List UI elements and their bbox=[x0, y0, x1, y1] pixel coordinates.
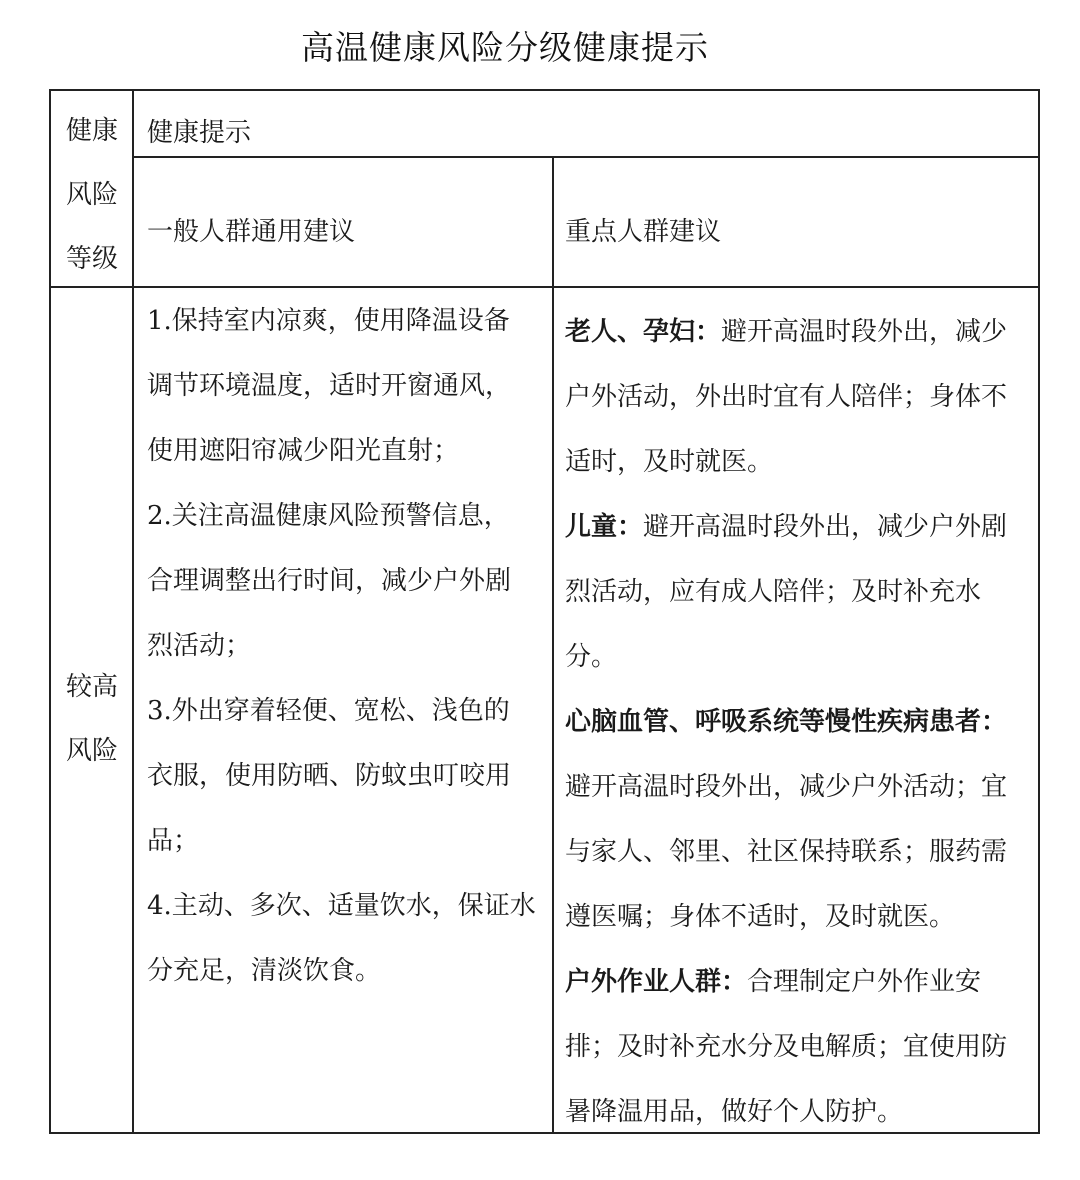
key-group-label-outdoor-workers: 户外作业人群： bbox=[565, 967, 748, 997]
health-tips-table bbox=[49, 89, 1040, 1134]
risk-level-header bbox=[51, 99, 133, 291]
table-divider-horizontal-subheader bbox=[134, 156, 1038, 158]
key-advice-line: 遵医嘱；身体不适时，及时就医。 bbox=[565, 902, 956, 932]
general-population-header: 一般人群通用建议 bbox=[147, 217, 356, 247]
general-advice-line: 使用遮阳帘减少阳光直射； bbox=[147, 436, 460, 466]
document-title: 高温健康风险分级健康提示 bbox=[301, 28, 709, 67]
risk-level-value-line: 风险 bbox=[65, 736, 118, 766]
key-advice-cell bbox=[565, 300, 1035, 1145]
table-divider-vertical-middle bbox=[552, 157, 554, 1132]
general-advice-cell bbox=[147, 289, 547, 1004]
risk-level-value-line: 较高 bbox=[65, 672, 118, 702]
key-advice-line: 排；及时补充水分及电解质；宜使用防 bbox=[565, 1032, 1008, 1062]
key-advice-line: 暑降温用品，做好个人防护。 bbox=[565, 1097, 904, 1127]
key-population-header: 重点人群建议 bbox=[565, 217, 722, 247]
risk-level-value bbox=[51, 655, 133, 783]
general-advice-line: 合理调整出行时间，减少户外剧 bbox=[147, 566, 512, 596]
health-tips-header: 健康提示 bbox=[147, 118, 252, 148]
general-advice-line: 品； bbox=[147, 826, 200, 856]
key-advice-line: 与家人、邻里、社区保持联系；服药需 bbox=[565, 837, 1008, 867]
key-advice-line: 适时，及时就医。 bbox=[565, 447, 774, 477]
key-group-text: 避开高温时段外出，减少户外剧 bbox=[643, 512, 1008, 542]
general-advice-line: 烈活动； bbox=[147, 631, 252, 661]
risk-level-header-line: 等级 bbox=[65, 244, 118, 274]
risk-level-header-line: 健康 bbox=[65, 116, 118, 146]
key-group-text: 避开高温时段外出，减少 bbox=[721, 317, 1008, 347]
risk-level-header-line: 风险 bbox=[65, 180, 118, 210]
key-advice-line: 避开高温时段外出，减少户外活动；宜 bbox=[565, 772, 1008, 802]
general-advice-line: 调节环境温度，适时开窗通风， bbox=[147, 371, 512, 401]
key-group-label-chronic-patients: 心脑血管、呼吸系统等慢性疾病患者： bbox=[565, 707, 1008, 737]
key-advice-line: 烈活动，应有成人陪伴；及时补充水 bbox=[565, 577, 982, 607]
general-advice-line: 2.关注高温健康风险预警信息， bbox=[147, 501, 510, 531]
key-advice-line: 户外活动，外出时宜有人陪伴；身体不 bbox=[565, 382, 1008, 412]
key-advice-line bbox=[565, 690, 1035, 755]
general-advice-line: 3.外出穿着轻便、宽松、浅色的 bbox=[147, 696, 510, 726]
key-advice-line bbox=[565, 300, 1035, 365]
key-group-text: 合理制定户外作业安 bbox=[747, 967, 982, 997]
general-advice-line: 4.主动、多次、适量饮水，保证水 bbox=[147, 891, 536, 921]
general-advice-line: 1.保持室内凉爽，使用降温设备 bbox=[147, 306, 510, 336]
key-group-label-children: 儿童： bbox=[565, 512, 644, 542]
table-divider-horizontal-body bbox=[51, 286, 1038, 288]
key-group-label-elderly-pregnant: 老人、孕妇： bbox=[565, 317, 722, 347]
general-advice-line: 衣服，使用防晒、防蚊虫叮咬用 bbox=[147, 761, 512, 791]
key-advice-line: 分。 bbox=[565, 642, 618, 672]
key-advice-line bbox=[565, 950, 1035, 1015]
general-advice-line: 分充足，清淡饮食。 bbox=[147, 956, 382, 986]
key-advice-line bbox=[565, 495, 1035, 560]
